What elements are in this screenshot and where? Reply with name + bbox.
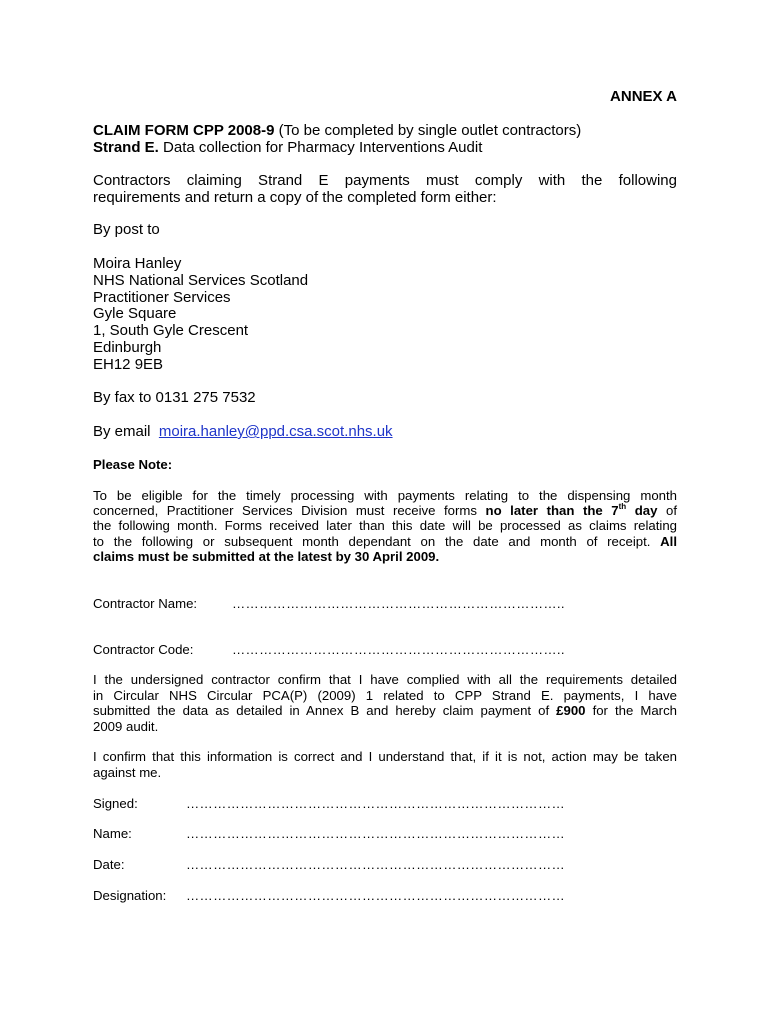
email-line (93, 423, 393, 440)
note-deadline-sup: th (618, 502, 627, 511)
address-line: Edinburgh (93, 339, 162, 356)
email-link[interactable]: moira.hanley@ppd.csa.scot.nhs.uk (158, 423, 393, 440)
note-text: concerned, Practitioner Services Division must receive forms (93, 503, 477, 518)
confirm-line-6: against me. (93, 765, 162, 780)
contractor-code-label: Contractor Code: (93, 642, 194, 657)
designation-field[interactable]: ………………………………………………………………………… (186, 888, 566, 903)
contractor-name-label: Contractor Name: (93, 596, 198, 611)
note-line-3: the following month. Forms received later than this date will be processed as claims relating (93, 518, 677, 533)
contractor-name-field[interactable]: ……………………………………………………………….. (232, 596, 565, 611)
address-line: Moira Hanley (93, 255, 182, 272)
date-label: Date: (93, 857, 125, 872)
note-line-4 (93, 534, 677, 550)
name-label: Name: (93, 826, 132, 841)
address-line: Practitioner Services (93, 289, 231, 306)
note-line-1: To be eligible for the timely processing with payments relating to the dispensing month (93, 488, 677, 503)
intro-line-2: requirements and return a copy of the completed form either: (93, 189, 497, 206)
form-title (93, 122, 581, 139)
address-line: 1, South Gyle Crescent (93, 322, 249, 339)
confirm-line-1: I the undersigned contractor confirm that I have complied with all the requirements detailed (93, 672, 677, 687)
address-line: Gyle Square (93, 305, 177, 322)
note-text: of (666, 503, 677, 518)
address-line: NHS National Services Scotland (93, 272, 309, 289)
post-label: By post to (93, 221, 160, 238)
strand-rest: Data collection for Pharmacy Interventions Audit (163, 139, 483, 156)
form-title-bold: CLAIM FORM CPP 2008-9 (93, 122, 275, 139)
note-bold: All (660, 534, 677, 549)
fax-line: By fax to 0131 275 7532 (93, 389, 256, 406)
note-line-2 (93, 503, 677, 519)
intro-line-1: Contractors claiming Strand E payments must comply with the following (93, 172, 677, 189)
contractor-code-field[interactable]: ……………………………………………………………….. (232, 642, 565, 657)
note-deadline-text: no later than the 7 (485, 503, 619, 518)
form-title-rest: (To be completed by single outlet contractors) (278, 122, 582, 139)
confirm-line-5: I confirm that this information is correct and I understand that, if it is not, action may be taken (93, 749, 677, 764)
confirm-line-4: 2009 audit. (93, 719, 159, 734)
note-heading: Please Note: (93, 457, 173, 472)
address-line: EH12 9EB (93, 356, 164, 373)
strand-line (93, 139, 482, 156)
date-field[interactable]: ………………………………………………………………………… (186, 857, 566, 872)
email-label: By email (93, 423, 151, 440)
confirm-line-3 (93, 703, 677, 719)
confirm-text: submitted the data as detailed in Annex B and hereby claim payment of (93, 703, 550, 718)
name-field[interactable]: ………………………………………………………………………… (186, 826, 566, 841)
strand-bold: Strand E. (93, 139, 159, 156)
note-deadline-day: day (634, 503, 658, 518)
confirm-text: for the March (592, 703, 677, 718)
note-line-5: claims must be submitted at the latest by 30 April 2009. (93, 549, 440, 564)
note-deadline (486, 503, 658, 518)
confirm-line-2: in Circular NHS Circular PCA(P) (2009) 1 related to CPP Strand E. payments, I have (93, 688, 677, 703)
note-text: to the following or subsequent month dependant on the date and month of receipt. (93, 534, 651, 549)
signed-field[interactable]: ………………………………………………………………………… (186, 796, 566, 811)
annex-label: ANNEX A (610, 88, 677, 105)
signed-label: Signed: (93, 796, 138, 811)
claim-amount: £900 (556, 703, 586, 718)
designation-label: Designation: (93, 888, 167, 903)
